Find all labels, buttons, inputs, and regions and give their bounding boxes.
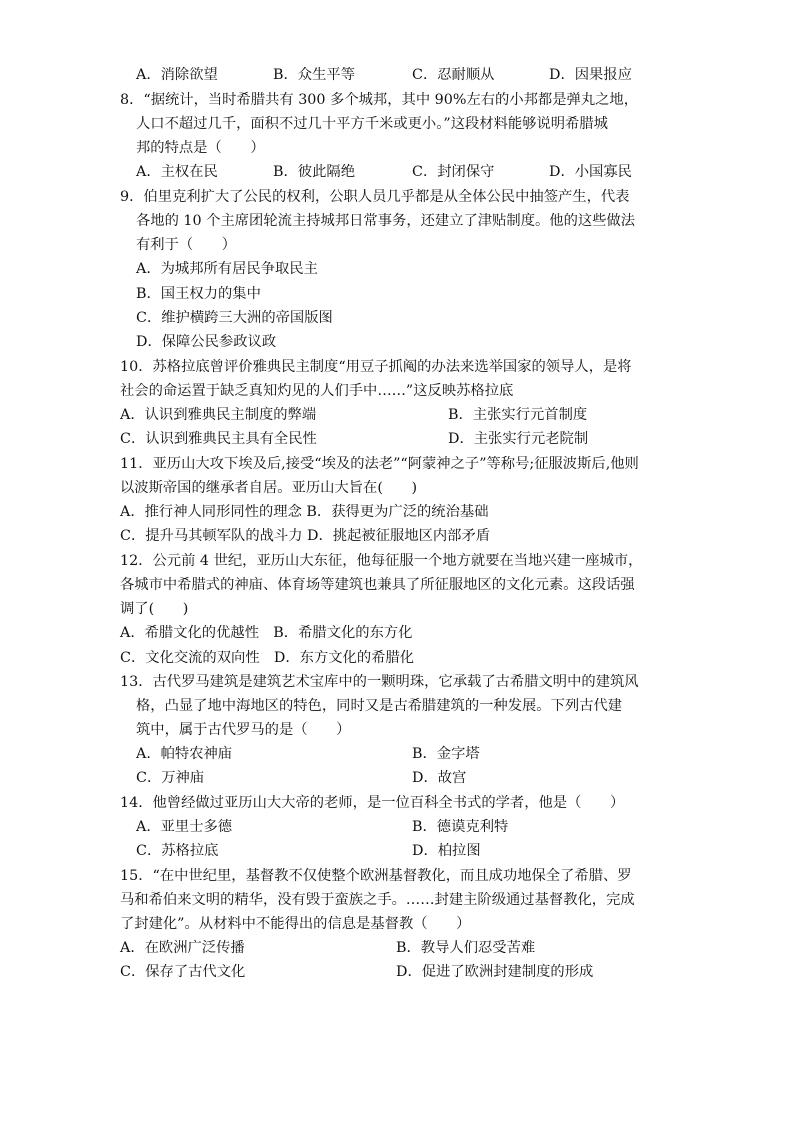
q7-option-c: C．忍耐顺从 [412,67,495,83]
q15-option-c: C．保存了古代文化 [120,964,246,980]
q13-stem-line-2: 格，凸显了地中海地区的特色，同时又是古希腊建筑的一种发展。下列古代建 [136,698,623,714]
q11-option-ab: A．推行神人同形同性的理念 B．获得更为广泛的统治基础 [120,504,489,520]
q13-option-b: B．金字塔 [412,746,480,762]
q9-option-d: D．保障公民参政议政 [136,334,277,350]
q15-option-a: A．在欧洲广泛传播 [120,940,245,956]
q8-stem-line-2: 人口不超过几千，面积不过几十平方千米或更小。”这段材料能够说明希腊城 [136,116,608,132]
q7-option-b: B．众生平等 [273,67,355,83]
q10-option-a: A．认识到雅典民主制度的弊端 [120,407,317,423]
q11-stem-line-2: 以波斯帝国的继承者自居。亚历山大旨在( ) [120,480,418,496]
q9-stem-line-3: 有利于（ ） [136,237,237,253]
q15-option-b: B．教导人们忍受苦难 [396,940,536,956]
q11-stem-line-1: 11．亚历山大攻下埃及后,接受“埃及的法老”“阿蒙神之子”等称号;征服波斯后,他则 [120,456,639,472]
q11-option-cd: C．提升马其顿军队的战斗力 D．挑起被征服地区内部矛盾 [120,528,491,544]
q8-option-c: C．封闭保守 [412,164,495,180]
q12-option-cd: C．文化交流的双向性 D．东方文化的希腊化 [120,650,415,666]
q9-option-a: A．为城邦所有居民争取民主 [136,261,318,277]
q9-stem-line-2: 各地的 10 个主席团轮流主持城邦日常事务，还建立了津贴制度。他的这些做法 [136,213,636,229]
q13-option-c: C．万神庙 [136,770,205,786]
q14-option-a: A．亚里士多德 [136,819,233,835]
q8-option-a: A．主权在民 [136,164,218,180]
q10-option-b: B．主张实行元首制度 [448,407,588,423]
q13-option-d: D．故宫 [412,770,467,786]
q15-stem-line-1: 15．“在中世纪里，基督教不仅使整个欧洲基督教化，而且成功地保全了希腊、罗 [120,868,632,884]
q13-stem-line-3: 筑中，属于古代罗马的是（ ） [136,722,351,738]
q9-option-c: C．维护横跨三大洲的帝国版图 [136,310,333,326]
q8-stem-line-1: 8．“据统计，当时希腊共有 300 多个城邦，其中 90%左右的小邦都是弹丸之地， [120,92,639,108]
q10-option-d: D．主张实行元老院制 [448,431,589,447]
q12-stem-line-3: 调了( ) [120,601,189,617]
q14-stem-line-1: 14．他曾经做过亚历山大大帝的老师，是一位百科全书式的学者，他是（ ） [120,795,625,811]
q15-option-d: D．促进了欧洲封建制度的形成 [396,964,594,980]
q10-stem-line-2: 社会的命运置于缺乏真知灼见的人们手中……”这反映苏格拉底 [120,383,514,399]
q8-option-d: D．小国寡民 [549,164,632,180]
q7-option-a: A．消除欲望 [136,67,218,83]
q12-option-ab: A．希腊文化的优越性 B．希腊文化的东方化 [120,625,413,641]
q10-option-c: C．认识到雅典民主具有全民性 [120,431,317,447]
q9-stem-line-1: 9．伯里克利扩大了公民的权利，公职人员几乎都是从全体公民中抽签产生，代表 [120,189,630,205]
q10-stem-line-1: 10．苏格拉底曾评价雅典民主制度“用豆子抓阄的办法来选举国家的领导人，是将 [120,359,632,375]
q8-stem-line-3: 邦的特点是（ ） [136,140,265,156]
q8-option-b: B．彼此隔绝 [273,164,355,180]
q12-stem-line-1: 12．公元前 4 世纪，亚历山大东征，他每征服一个地方就要在当地兴建一座城市， [120,553,643,569]
q14-option-c: C．苏格拉底 [136,843,219,859]
q15-stem-line-2: 马和希伯来文明的精华，没有毁于蛮族之手。……封建主阶级通过基督教化，完成 [120,892,635,908]
q9-option-b: B．国王权力的集中 [136,286,261,302]
q15-stem-line-3: 了封建化”。从材料中不能得出的信息是基督教（ ） [120,916,471,932]
q13-stem-line-1: 13．古代罗马建筑是建筑艺术宝库中的一颗明珠，它承载了古希腊文明中的建筑风 [120,674,639,690]
q14-option-b: B．德谟克利特 [412,819,509,835]
q14-option-d: D．柏拉图 [412,843,481,859]
q7-option-d: D．因果报应 [549,67,632,83]
q12-stem-line-2: 各城市中希腊式的神庙、体育场等建筑也兼具了所征服地区的文化元素。这段话强 [120,577,635,593]
q13-option-a: A．帕特农神庙 [136,746,233,762]
